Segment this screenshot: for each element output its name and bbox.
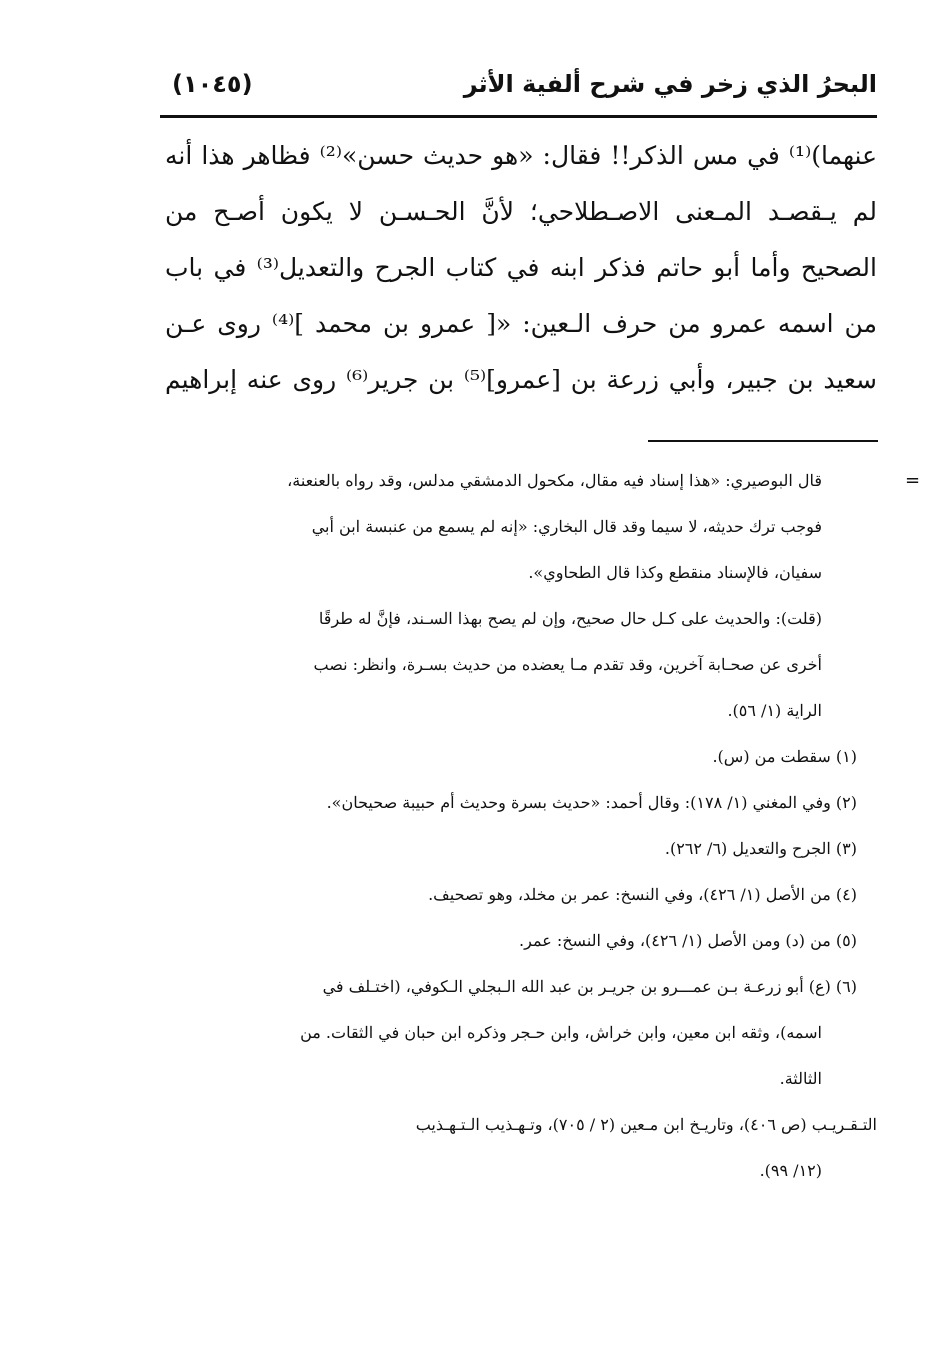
footnote-6: (٦) (ع) أبو زرعـة بـن عمـــرو بن جريـر بن عبد الله الـبجلي الـكوفي، (اختـلف في (322, 977, 857, 996)
header-rule (160, 115, 877, 118)
main-text-line: عنهما)⁽¹⁾ في مس الذكر!! فقال: «هو حديث حسن»⁽²⁾ فظاهر هذا أنه (165, 141, 878, 170)
qult-line: الراية (١/ ٥٦). (727, 701, 822, 720)
footnote-6-line: الثالثة. (779, 1069, 822, 1088)
footnote-continuation-line: فوجب ترك حديثه، لا سيما وقد قال البخاري: «إنه لم يسمع من عنبسة ابن أبي (311, 517, 822, 536)
continuation-mark: = (905, 470, 921, 491)
page-number: (١٠٤٥) (172, 70, 253, 98)
footnotes (165, 458, 877, 1194)
running-title: البحرُ الذي زخر في شرح ألفية الأثر (463, 70, 877, 98)
footnote-references: التـقـريـب (ص ٤٠٦)، وتاريـخ ابن مـعين (٢ / ٧٠٥)، وتـهـذيب الـتـهـذيب (415, 1115, 877, 1134)
footnote-4: (٤) من الأصل (١/ ٤٢٦)، وفي النسخ: عمر بن مخلد، وهو تصحيف. (428, 885, 857, 904)
page-header (160, 70, 877, 110)
main-text (165, 128, 877, 408)
footnote-3: (٣) الجرح والتعديل (٦/ ٢٦٢). (664, 839, 857, 858)
main-text-line: الصحيح وأما أبو حاتم فذكر ابنه في كتاب الجرح والتعديل⁽³⁾ في باب (165, 253, 877, 282)
footnote-continuation-line: قال البوصيري: «هذا إسناد فيه مقال، مكحول الدمشقي مدلس، وقد رواه بالعنعنة، (287, 471, 822, 490)
footnote-5: (٥) من (د) ومن الأصل (١/ ٤٢٦)، وفي النسخ: عمر. (519, 931, 857, 950)
qult-line: أخرى عن صحـابة آخرين، وقد تقدم مـا يعضده من حديث بسـرة، وانظر: نصب (313, 655, 822, 674)
footnote-1: (١) سقطت من (س). (712, 747, 857, 766)
main-text-line: سعيد بن جبير، وأبي زرعة بن [عمرو]⁽⁵⁾ بن جرير⁽⁶⁾ روى عنه إبراهيم (165, 365, 877, 394)
qult-line: (قلت): والحديث على كـل حال صحيح، وإن لم يصح بهذا السـند، فإنَّ له طرقًا (318, 609, 822, 628)
footnote-references: (١٢/ ٩٩). (759, 1161, 822, 1180)
footnote-6-line: اسمه)، وثقه ابن معين، وابن خراش، وابن حـجر وذكره ابن حبان في الثقات. من (300, 1023, 822, 1042)
footnote-separator (648, 440, 878, 442)
main-text-line: من اسمه عمرو من حرف الـعين: «[ عمرو بن محمد ]⁽⁴⁾ روى عـن (165, 309, 877, 338)
footnote-2: (٢) وفي المغني (١/ ١٧٨): وقال أحمد: «حديث بسرة وحديث أم حبيبة صحيحان». (326, 793, 857, 812)
main-text-line: لم يـقصـد المـعنى الاصـطلاحي؛ لأنَّ الحـسـن لا يكون أصـح من (165, 197, 877, 226)
footnote-continuation-line: سفيان، فالإسناد منقطع وكذا قال الطحاوي». (528, 563, 822, 582)
